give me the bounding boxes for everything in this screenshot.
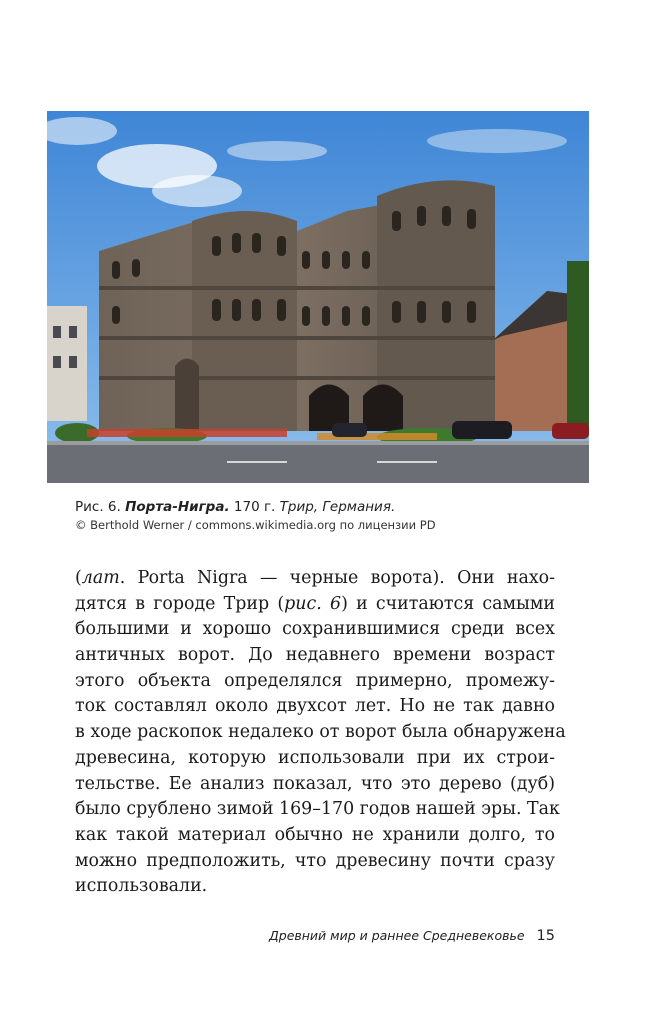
body-span: было срублено зимой 169–170 годов нашей эры. Так bbox=[75, 799, 560, 820]
caption-line bbox=[75, 497, 595, 517]
footer-section-title: Древний мир и раннее Средневековье bbox=[269, 928, 525, 943]
photo-illustration bbox=[47, 111, 589, 483]
body-line bbox=[75, 566, 555, 592]
body-span: этого объекта определялся примерно, промежу- bbox=[75, 670, 555, 691]
body-line bbox=[75, 874, 555, 900]
body-line bbox=[75, 592, 555, 618]
caption-title: Порта-Нигра. bbox=[125, 499, 230, 515]
body-span: ) и считаются самыми bbox=[341, 593, 556, 614]
body-line bbox=[75, 746, 555, 772]
page-number: 15 bbox=[536, 928, 555, 944]
body-span: античных ворот. До недавнего времени возраст bbox=[75, 645, 555, 666]
body-span: ( bbox=[75, 568, 82, 588]
running-footer bbox=[250, 928, 555, 944]
body-span: использовали. bbox=[75, 876, 208, 897]
body-line bbox=[75, 772, 555, 798]
body-span: большими и хорошо сохранившимися среди всех bbox=[75, 619, 555, 640]
body-span: как такой материал обычно не хранили долго, то bbox=[75, 824, 555, 845]
body-span: тельстве. Ее анализ показал, что это дерево (дуб) bbox=[75, 773, 555, 794]
body-text bbox=[75, 566, 566, 900]
body-span: . Porta Nigra — черные ворота). Они нахо- bbox=[119, 568, 555, 588]
body-span: ток составлял около двухсот лет. Но не так давно bbox=[75, 696, 555, 717]
body-italic-span: лат bbox=[81, 568, 120, 588]
body-span: дятся в городе Трир ( bbox=[75, 593, 285, 614]
body-line bbox=[75, 694, 555, 720]
photo-credit: © Berthold Werner / commons.wikimedia.org по лицензии PD bbox=[75, 518, 436, 532]
body-line bbox=[75, 720, 566, 746]
body-line bbox=[75, 823, 555, 849]
body-span: в ходе раскопок недалеко от ворот была обнаружена bbox=[75, 722, 566, 743]
body-line bbox=[75, 643, 555, 669]
body-italic-span: рис. 6 bbox=[284, 593, 342, 614]
body-line bbox=[75, 797, 560, 823]
body-line bbox=[75, 669, 555, 695]
porta-nigra-photo bbox=[47, 111, 589, 483]
body-span: можно предположить, что древесину почти сразу bbox=[75, 850, 555, 871]
caption-year: 170 г. bbox=[229, 499, 280, 515]
caption-place: Трир, Германия. bbox=[279, 499, 396, 515]
body-line bbox=[75, 849, 555, 875]
body-span: древесина, которую использовали при их строи- bbox=[75, 747, 555, 768]
caption-prefix: Рис. 6. bbox=[75, 499, 126, 515]
body-line bbox=[75, 617, 555, 643]
figure-caption bbox=[75, 497, 595, 534]
